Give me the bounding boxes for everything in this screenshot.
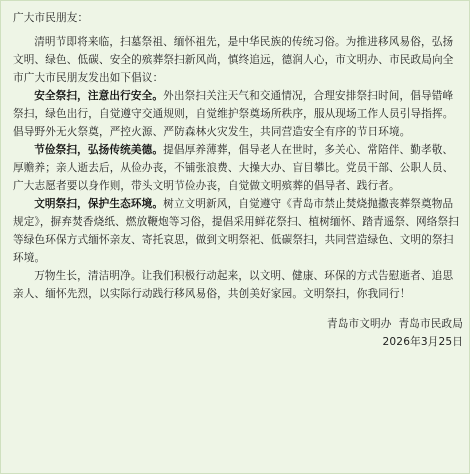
- frugal-heading: 节俭祭扫，弘扬传统美德。: [34, 144, 164, 156]
- safety-paragraph: [13, 87, 463, 141]
- frugal-paragraph: [13, 141, 463, 195]
- eco-body: 树立文明新风，自觉遵守《青岛市禁止焚烧抛撒丧葬祭奠物品规定》，摒弃焚香烧纸、燃放鞭炮等习俗，提倡采用鲜花祭扫、植树缅怀、踏青遥祭、网络祭扫等绿色环保方式缅怀亲友、寄托哀思，做到文明祭祀、低碳祭扫，共同营造绿色、文明的祭扫环境。: [13, 198, 459, 264]
- intro-paragraph: 清明节即将来临，扫墓祭祖、缅怀祖先，是中华民族的传统习俗。为推进移风易俗，弘扬文明、绿色、低碳、安全的殡葬祭扫新风尚，慎终追远，德润人心，市文明办、市民政局向全市广大市民朋友发出如下倡议：: [13, 36, 454, 84]
- letter-document: [13, 9, 463, 351]
- greeting: 广大市民朋友：: [13, 12, 89, 24]
- eco-heading: 文明祭扫，保护生态环境。: [34, 198, 164, 210]
- safety-body: 外出祭扫关注天气和交通情况，合理安排祭扫时间，倡导错峰祭扫，绿色出行，自觉遵守交通规则，自觉维护祭奠场所秩序，服从现场工作人员引导指挥。倡导野外无火祭奠，严控火源、严防森林火灾发生，共同营造安全有序的节日环境。: [13, 90, 454, 138]
- signature: 青岛市文明办 青岛市民政局: [327, 318, 463, 330]
- frugal-body: 提倡厚养薄葬，倡导老人在世时，多关心、常陪伴、勤孝敬、厚赡养；亲人逝去后，从俭办丧，不铺张浪费、大操大办、盲目攀比。党员干部、公职人员、广大志愿者要以身作则，带头文明节俭办丧，自觉做文明殡葬的倡导者、践行者。: [13, 144, 454, 192]
- date: 2026年3月25日: [382, 336, 463, 348]
- safety-heading: 安全祭扫，注意出行安全。: [34, 90, 164, 102]
- eco-paragraph: [13, 195, 463, 267]
- closing-paragraph: 万物生长，清洁明净。让我们积极行动起来，以文明、健康、环保的方式告慰逝者、追思亲人、缅怀先烈，以实际行动践行移风易俗，共创美好家园。文明祭扫，你我同行！: [13, 270, 454, 300]
